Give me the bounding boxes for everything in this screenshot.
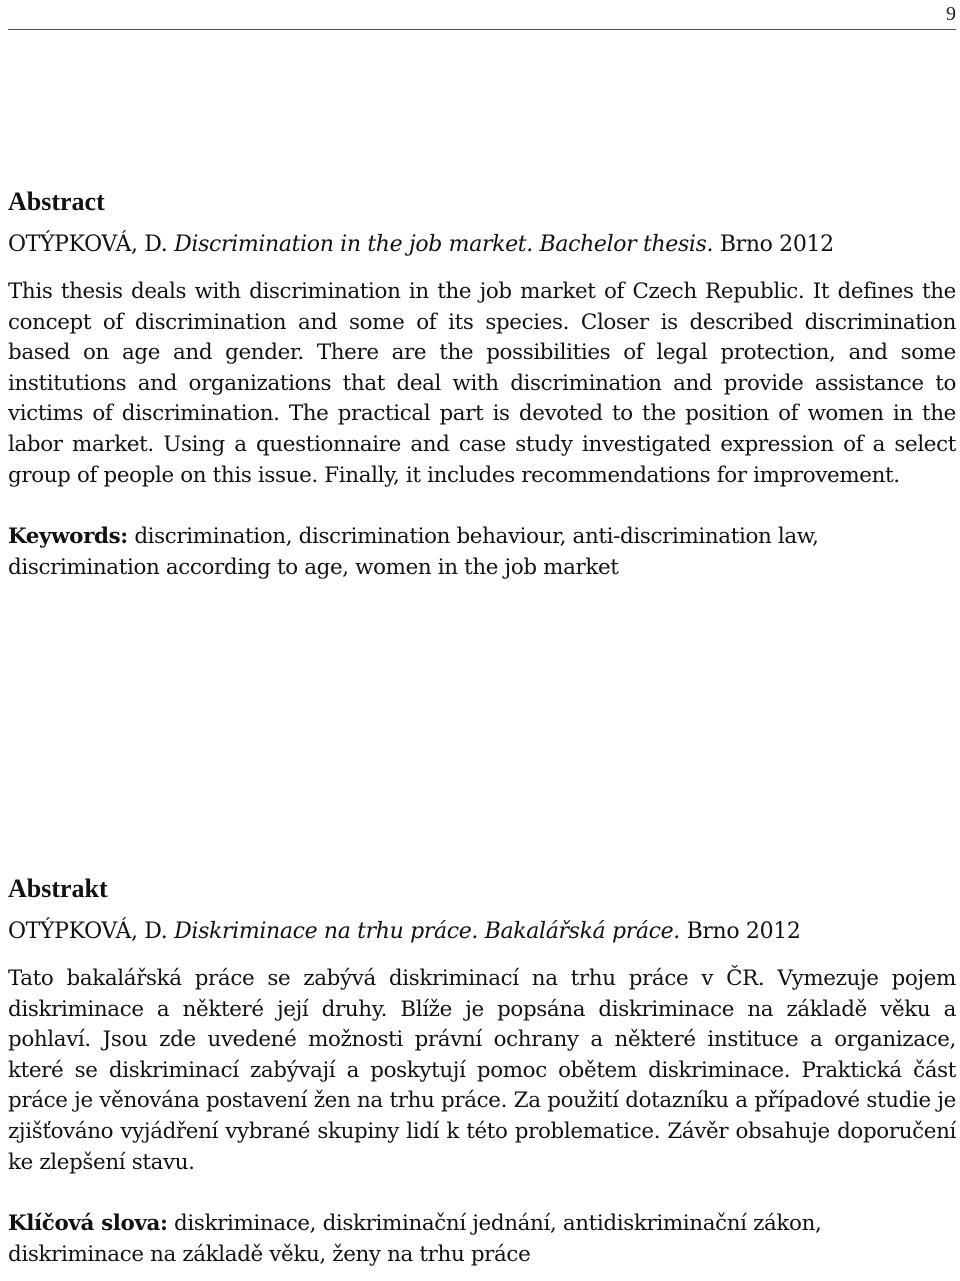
keywords-label: Klíčová slova:	[8, 1211, 168, 1237]
keywords-label: Keywords:	[8, 524, 128, 550]
abstract-heading: Abstract	[8, 187, 105, 216]
citation-author: OTÝPKOVÁ, D.	[8, 919, 168, 944]
abstrakt-heading: Abstrakt	[8, 874, 108, 903]
keywords-list: discrimination, discrimination behaviour, anti-discrimination law, discrimination according to age, women in the job market	[8, 524, 819, 580]
citation	[8, 230, 956, 260]
citation-place-year: Brno 2012	[719, 232, 834, 257]
page-number: 9	[946, 3, 956, 25]
abstract-czech	[8, 872, 956, 1270]
keywords-list: diskriminace, diskriminační jednání, antidiskriminační zákon, diskriminace na základě věku, ženy na trhu práce	[8, 1211, 822, 1267]
header-rule	[8, 29, 956, 30]
citation-title: Diskriminace na trhu práce. Bakalářská práce.	[174, 919, 680, 944]
abstract-english	[8, 185, 956, 583]
keywords	[8, 522, 956, 583]
citation-author: OTÝPKOVÁ, D.	[8, 232, 168, 257]
klicova-slova	[8, 1209, 956, 1270]
abstract-body: This thesis deals with discrimination in the job market of Czech Republic. It defines the concept of discrimination and some of its species. Closer is described discrimination based on age and gender. There are the possibilities of legal protection, and some institutions and organizations that deal with discrimination and provide assistance to victims of discrimination. The practical part is devoted to the position of women in the labor market. Using a questionnaire and case study investigated expression of a select group of people on this issue. Finally, it includes recommendations for improvement.	[8, 279, 956, 488]
abstrakt-body: Tato bakalářská práce se zabývá diskriminací na trhu práce v ČR. Vymezuje pojem diskriminace a některé její druhy. Blíže je popsána diskriminace na základě věku a pohlaví. Jsou zde uvedené možnosti právní ochrany a některé instituce a organizace, které se diskriminací zabývají a poskytují pomoc obětem diskriminace. Praktická část práce je věnována postavení žen na trhu práce. Za použití dotazníku a případové studie je zjišťováno vyjádření vybrané skupiny lidí k této problematice. Závěr obsahuje doporučení ke zlepšení stavu.	[8, 966, 956, 1175]
citation-place-year: Brno 2012	[686, 919, 801, 944]
citation	[8, 917, 956, 947]
citation-title: Discrimination in the job market. Bachelor thesis.	[174, 232, 714, 257]
